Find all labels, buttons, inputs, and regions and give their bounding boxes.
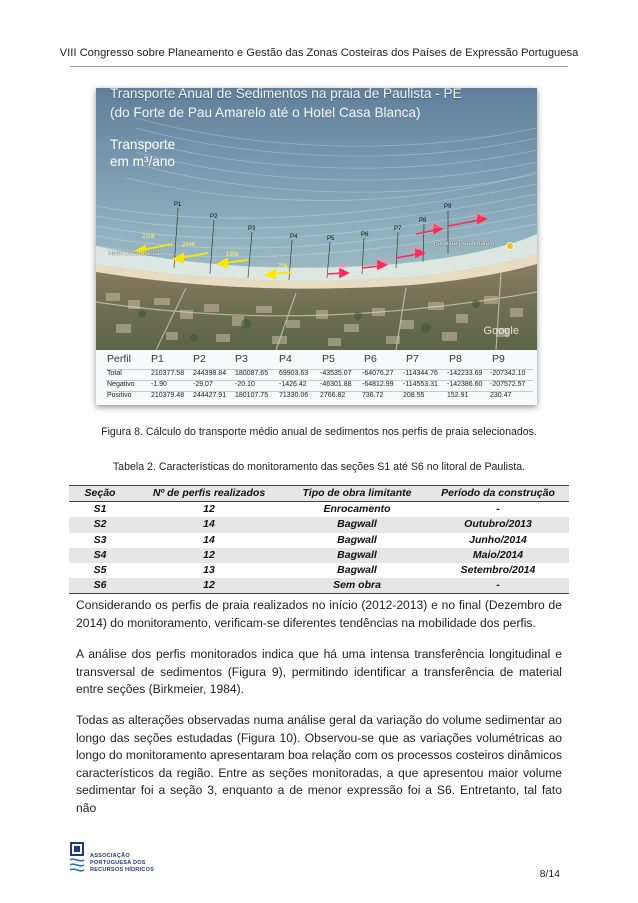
table-row <box>69 533 569 548</box>
profile-tag: P7 <box>394 226 402 232</box>
cell: 12 <box>203 579 215 592</box>
cell: S5 <box>93 564 107 577</box>
header-profile: P4 <box>279 353 292 365</box>
arrow-label: 70k <box>278 264 288 270</box>
table-row: Total 210377.58 244398.84 180087.65 69903.63 -43535.07 -64076.27 -114344.76 -142233.69 -207342.10 <box>107 370 526 377</box>
figure-8-aerial-image <box>96 88 537 405</box>
header-profile: P1 <box>151 353 164 365</box>
cell: S4 <box>93 548 107 561</box>
profile-tag: P5 <box>327 236 335 242</box>
running-header: VIII Congresso sobre Planeamento e Gestão das Zonas Costeiras dos Países de Expressão Portuguesa <box>59 47 579 59</box>
header-profile: P9 <box>492 353 505 365</box>
profile-tag: P3 <box>248 226 256 232</box>
body-paragraph: A análise dos perfis monitorados indica que há uma intensa transferência longitudinal e transversal de sedimentos (Figura 9), permitindo identificar a transferência de material entre seções (Birkmeier, 1984). <box>76 647 562 697</box>
cell: 14 <box>203 533 215 546</box>
table-row <box>69 548 569 563</box>
cell: Enrocamento <box>323 503 391 516</box>
table-row <box>69 578 569 594</box>
cell: Outubro/2013 <box>464 518 532 531</box>
arrow-label: -207k <box>468 213 484 219</box>
table-caption: Tabela 2. Características do monitoramento das seções S1 até S6 no litoral de Paulista. <box>112 461 526 473</box>
page-number: 8/14 <box>539 868 560 880</box>
column-header: Tipo de obra limitante <box>302 487 412 499</box>
cell: S3 <box>93 533 107 546</box>
cell: 13 <box>203 564 215 577</box>
transport-summary-table <box>96 350 537 405</box>
cell: - <box>496 503 500 516</box>
logo-text: ASSOCIAÇÃO PORTUGUESA DOS RECURSOS HÍDRICOS <box>90 853 155 873</box>
cell: - <box>496 579 500 592</box>
header-profile: P7 <box>406 353 419 365</box>
profile-tag: P4 <box>290 234 298 240</box>
monitoring-table <box>69 485 569 594</box>
cell: Bagwall <box>337 564 377 577</box>
cell: Bagwall <box>337 533 377 546</box>
arrow-label: -142k <box>426 224 442 230</box>
transport-unit-label: Transporte em m³/ano <box>110 137 176 169</box>
header-profile: P3 <box>235 353 248 365</box>
header-profile: P5 <box>322 353 335 365</box>
table-header-row <box>69 486 569 502</box>
header-profile: P2 <box>193 353 206 365</box>
header-profile: P6 <box>364 353 377 365</box>
fort-marker-icon <box>507 243 514 250</box>
table-row <box>69 517 569 532</box>
arrow-label: -64k <box>378 258 390 264</box>
profile-tag: P9 <box>444 204 452 210</box>
body-paragraph: Todas as alterações observadas numa análise geral da variação do volume sedimentar ao longo das seções estudadas (Figura 10). Observou-se que as variações volumétricas ao longo do monitoramento apresentaram boa relação com os processos costeiros dinâmicos característicos da região. Entre as seções monitoradas, a que apresentou maior volume sedimentar foi a seção 3, enquanto a de menor expressão foi a S6. Entretanto, tal fato não <box>76 713 562 815</box>
figure-title: Transporte Anual de Sedimentos na praia de Paulista - PE <box>110 88 462 101</box>
arrow-label: 180k <box>226 252 240 258</box>
cell: S1 <box>93 503 107 516</box>
profile-tag: P6 <box>361 232 369 238</box>
header-label: Perfil <box>107 353 131 365</box>
figure-subtitle: (do Forte de Pau Amarelo até o Hotel Casa Blanca) <box>110 105 421 120</box>
profile-tag: P2 <box>210 214 218 220</box>
table-header-row <box>96 353 537 368</box>
cell: Setembro/2014 <box>460 564 536 577</box>
column-header: Seção <box>84 487 116 499</box>
table-row <box>69 563 569 578</box>
profile-tag: P1 <box>174 202 182 208</box>
cell: S6 <box>93 579 107 592</box>
arrow-label: 210k <box>142 234 156 240</box>
column-header: Nº de perfis realizados <box>152 487 266 499</box>
place-label-hotel: Hotel Casa Blanca <box>108 250 160 257</box>
figure-caption: Figura 8. Cálculo do transporte médio anual de sedimentos nos perfis de praia selecionados. <box>101 426 537 438</box>
table-row: Positivo 210379.48 244427.91 180107.75 71330.06 2766.82 736.72 208.55 152.91 230.47 <box>107 392 512 399</box>
arrow-label: -44k <box>336 264 348 270</box>
cell: Sem obra <box>333 579 381 592</box>
column-header: Período da construção <box>441 487 555 499</box>
cell: 14 <box>203 518 215 531</box>
map-watermark: Google <box>483 325 519 337</box>
cell: 12 <box>203 503 215 516</box>
header-profile: P8 <box>449 353 462 365</box>
body-paragraph: Considerando os perfis de praia realizados no início (2012-2013) e no final (Dezembro de 2014) do monitoramento, verificam-se diferentes tendências na mobilidade dos perfis. <box>76 598 562 630</box>
cell: Bagwall <box>337 518 377 531</box>
cell: Junho/2014 <box>469 533 527 546</box>
arrow-label: 244k <box>182 242 196 248</box>
place-label-fort: Forte de Pau Amarelo <box>434 240 495 247</box>
cell: S2 <box>93 518 107 531</box>
cell: 12 <box>203 548 215 561</box>
profile-tag: P8 <box>419 218 427 224</box>
table-row: Negativo -1.90 -29.07 -20.10 -1426.42 -46301.88 -64812.99 -114553.31 -142386.60 -207572.57 <box>107 381 526 388</box>
table-row <box>69 502 569 518</box>
cell: Maio/2014 <box>472 548 524 561</box>
arrow-label: -114k <box>406 246 421 252</box>
header-divider <box>70 66 568 67</box>
cell: Bagwall <box>337 548 377 561</box>
